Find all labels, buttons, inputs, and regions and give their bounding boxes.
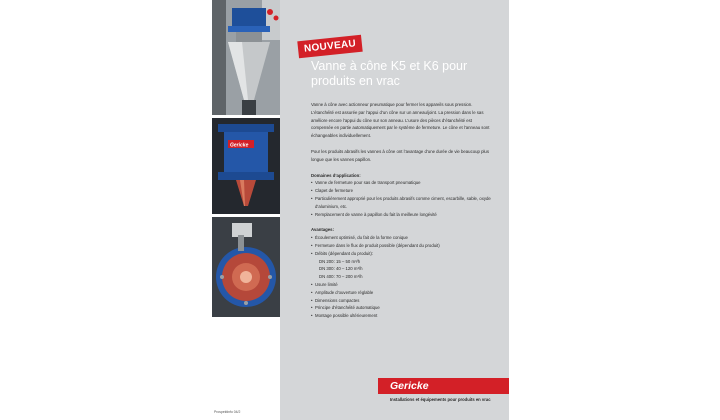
advantages-heading: Avantages:	[311, 227, 335, 233]
valve-photo-cone	[212, 0, 280, 115]
intro-paragraph: Vanne à cône avec actionneur pneumatique pour fermer les appareils sous pression. L’étanchéité est assurée par l’appui d’un cône sur un anneau/joint. La pression dans le sas améliore encore l’appui du cône sur son anneau. L’usure des pièces d’étanchéité est compensée en partie automatiquement par le système de fermeture. Le cône et l’anneau sont échangeables individuellement.	[311, 102, 490, 139]
list-item: • Montage possible ultérieurement	[311, 312, 493, 320]
list-item: • Vanne de fermeture pour sas de transport pneumatique	[311, 179, 493, 187]
list-item: • Débits (dépendant du produit):	[311, 250, 493, 258]
nouveau-badge: NOUVEAU	[297, 35, 363, 59]
flow-item: DN 300: 40 – 120 m³/h	[319, 266, 363, 272]
list-item: • Amplitude d’ouverture réglable	[311, 289, 493, 297]
document-reference: Prospektinfo 04/2	[214, 410, 241, 414]
page-title: Vanne à cône K5 et K6 pour produits en vrac	[311, 59, 468, 88]
abrasive-paragraph: Pour les produits abrasifs les vannes à cône ont l’avantage d’une durée de vie beaucoup plus longue que les vannes papillon.	[311, 148, 489, 162]
list-item: • Principe d’étanchéité automatique	[311, 304, 493, 312]
list-item: • Dimensions compactes	[311, 297, 493, 305]
list-item: • Clapet de fermeture	[311, 187, 493, 195]
applications-heading: Domaines d’application:	[311, 172, 361, 178]
list-item: • Fermeture dans le flux de produit possible (dépendant du produit)	[311, 242, 493, 250]
photo-strip	[212, 0, 280, 420]
svg-text:Gericke: Gericke	[230, 142, 249, 149]
advantages-list	[311, 234, 493, 320]
body-text	[311, 101, 493, 328]
valve-photo-interior	[212, 217, 280, 317]
list-item: • Usure limité	[311, 281, 493, 289]
flow-item: DN 200: 15 – 50 m³/h	[319, 258, 361, 264]
valve-photo-blue	[212, 118, 280, 214]
list-item: • Particulièrement approprié pour les produits abrasifs comme ciment, escarbille, sable, oxyde d’aluminium, etc.	[311, 195, 493, 211]
applications-list	[311, 179, 493, 218]
company-tagline: Installations et équipements pour produits en vrac	[390, 397, 491, 402]
brochure-page	[212, 0, 509, 420]
flow-item: DN 400: 70 – 200 m³/h	[319, 274, 363, 280]
gericke-logo: Gericke	[390, 380, 429, 392]
list-item: • Écoulement optimisé, du fait de la forme conique	[311, 234, 493, 242]
list-item: • Remplacement de vanne à papillon du fait la meilleure longévité	[311, 211, 493, 219]
